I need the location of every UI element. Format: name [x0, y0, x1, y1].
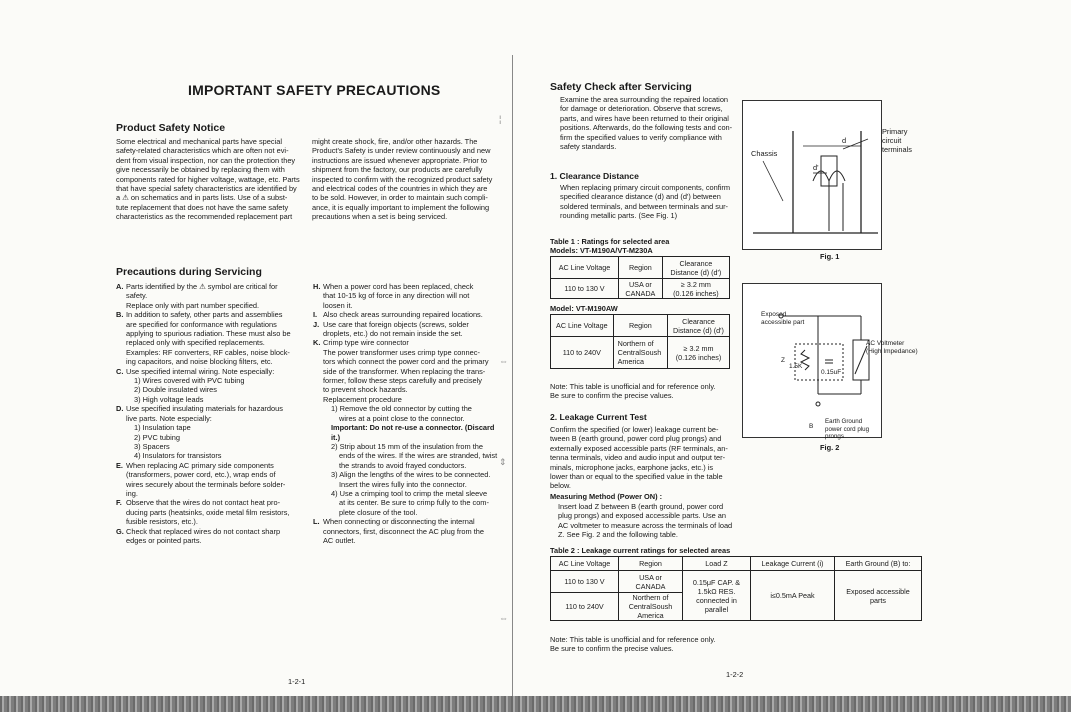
note-line: Be sure to confirm the precise values. [550, 644, 674, 654]
servicing-heading: Precautions during Servicing [116, 266, 262, 278]
figure-2 [742, 283, 882, 438]
list-text: When replacing AC primary side components [126, 460, 274, 470]
clearance-text [560, 183, 740, 221]
list-line [313, 461, 503, 470]
cell-earth: Exposed accessible parts [835, 571, 922, 621]
text-line: rounding metallic parts. (See Fig. 1) [560, 211, 678, 221]
list-text: 2) PVC tubing [134, 432, 181, 442]
list-text: ducing parts (heatsinks, oxide metal film resistors, [126, 507, 290, 517]
list-text: Use care that foreign objects (screws, solder [323, 319, 469, 329]
table2 [550, 556, 922, 621]
list-text: Use specified insulating materials for hazardous [126, 404, 283, 414]
list-line [313, 480, 503, 489]
list-marker: I. [313, 310, 318, 320]
list-text: Replacement procedure [323, 394, 402, 404]
list-line [313, 357, 503, 366]
leakage-text [550, 425, 740, 491]
list-line [313, 320, 503, 329]
fig2-label-line: AC Voltmeter [866, 340, 905, 347]
list-text: plete closure of the tool. [339, 507, 418, 517]
cell-load: 0.15μF CAP. & 1.5kΩ RES. connected in parallel [683, 571, 751, 621]
list-line [116, 480, 306, 489]
list-text: 2) Strip about 15 mm of the insulation from the [331, 441, 483, 451]
text-line: give necessarily be obtained by replacing them with [116, 165, 285, 175]
text-line: Product's Safety is under review continuously and new [312, 146, 491, 156]
fig1-diagram [743, 101, 883, 251]
cell-region: Northern of CentralSoush America [619, 593, 683, 621]
cell-region: USA or CANADA [618, 279, 662, 299]
text-line: externally exposed accessible parts (RF terminals, an- [550, 443, 728, 453]
cell-clearance: ≥ 3.2 mm (0.126 inches) [668, 337, 730, 369]
list-marker: E. [116, 460, 123, 470]
fig2-label-line: (High Impedance) [866, 348, 918, 355]
fig2-z-label: Z [781, 357, 785, 364]
list-line [116, 291, 306, 300]
list-line [116, 348, 306, 357]
list-line [116, 517, 306, 526]
list-text: The power transformer uses crimp type connec- [323, 347, 480, 357]
fig2-label-line: Earth Ground [825, 418, 863, 425]
list-text: connectors, first, disconnect the AC plug from the [323, 526, 485, 536]
list-text: at its center. Be sure to crimp fully to the com- [339, 498, 489, 508]
note-line: Note: This table is unofficial and for reference only. [550, 635, 716, 644]
text-line: Confirm the specified (or lower) leakage current be- [550, 425, 719, 434]
list-line [116, 489, 306, 498]
text-line: instructions are issued whenever appropriate. Prior to [312, 155, 488, 165]
list-text: Insert the wires fully into the connector. [339, 479, 467, 489]
safety-check-intro [560, 95, 740, 151]
text-line: and electrical codes of the countries in which they are [312, 184, 488, 194]
list-text: 4) Insulators for transistors [134, 451, 222, 461]
fig2-label-line: Exposed [761, 311, 787, 318]
page-number-right: 1-2-2 [726, 670, 744, 679]
text-line: to be sold. However, in order to maintain such compli- [312, 193, 488, 203]
list-marker: C. [116, 366, 124, 376]
header-ac-line-voltage: AC Line Voltage [551, 257, 619, 279]
list-marker: B. [116, 310, 124, 320]
header-earth-ground: Earth Ground (B) to: [835, 557, 922, 571]
note-line: Note: This table is unofficial and for reference only. [550, 382, 716, 391]
list-marker: D. [116, 404, 124, 414]
fig1-label-line: circuit [882, 136, 902, 145]
binding-mark: ⇔ [499, 356, 508, 366]
list-line [313, 291, 503, 300]
text-line: for damage or deterioration. Observe that screws, [560, 104, 723, 114]
list-text: Observe that the wires do not contact heat pro- [126, 498, 281, 508]
text-line: Examine the area surrounding the repaired location [560, 95, 729, 104]
list-text: 1) Wires covered with PVC tubing [134, 376, 245, 386]
text-line: a ⚠ on schematics and in parts lists. Use of a subst- [116, 193, 288, 203]
fig1-dprime-label: d' [813, 163, 819, 172]
list-text: live parts. Note especially: [126, 413, 212, 423]
table1-caption: Table 1 : Ratings for selected area [550, 237, 670, 246]
fig2-r-label: 1.5K [789, 363, 803, 370]
list-marker: F. [116, 498, 122, 508]
list-text: wires securely about the terminals before solder- [126, 479, 286, 489]
list-text: Also check areas surrounding repaired locations. [323, 310, 483, 320]
list-line [116, 423, 306, 432]
text-line: lower than or equal to the specified value in the table [550, 472, 723, 482]
text-line: might create shock, fire, and/or other hazards. The [312, 137, 478, 146]
cell-leakage: i≤0.5mA Peak [751, 571, 835, 621]
list-line [116, 338, 306, 347]
fig2-diagram [743, 284, 883, 439]
product-safety-heading: Product Safety Notice [116, 122, 226, 134]
list-line [116, 376, 306, 385]
header-ac-line-voltage: AC Line Voltage [551, 315, 614, 337]
text-line: firm the specified values to verify compliance with [560, 132, 722, 142]
list-text: wires at a point close to the connector. [339, 413, 465, 423]
table1-model2: Model: VT-M190AW [550, 304, 618, 313]
list-line [313, 470, 503, 479]
figure-1 [742, 100, 882, 250]
list-text: Parts identified by the ⚠ symbol are critical for [126, 282, 278, 291]
list-line [116, 404, 306, 413]
header-ac-line-voltage: AC Line Voltage [551, 557, 619, 571]
list-text: AC outlet. [323, 535, 356, 545]
list-line [116, 310, 306, 319]
text-line: minals, microphone jacks, earphone jacks, etc.) is [550, 462, 714, 472]
fig1-label-line: terminals [882, 145, 912, 154]
list-line [116, 282, 306, 291]
list-line [116, 414, 306, 423]
list-text: 3) High voltage leads [134, 394, 204, 404]
list-text: When a power cord has been replaced, check [323, 282, 474, 291]
list-line [313, 385, 503, 394]
list-line [313, 376, 503, 385]
cell-region: Northern of CentralSoush America [613, 337, 667, 369]
list-line [116, 395, 306, 404]
list-text: ing capacitors, and noise blocking filters, etc. [126, 357, 273, 367]
fig1-label-line: Primary [882, 127, 908, 136]
measuring-method-heading: Measuring Method (Power ON) : [550, 492, 663, 501]
leakage-heading: 2. Leakage Current Test [550, 412, 647, 422]
header-load-z: Load Z [683, 557, 751, 571]
header-region: Region [618, 257, 662, 279]
list-line [116, 498, 306, 507]
list-text: Replace only with part number specified. [126, 300, 260, 310]
list-text: ing. [126, 488, 138, 498]
text-line: tween B (earth ground, power cord plug prongs) and [550, 434, 722, 444]
list-line [116, 357, 306, 366]
text-line: inspected to confirm with the recognized product safety [312, 174, 493, 184]
servicing-col2 [313, 282, 503, 545]
list-text: side of the transformer. When replacing the trans- [323, 366, 486, 376]
table1-part2 [550, 314, 730, 369]
list-text: (transformers, power cord, etc.), wrap ends of [126, 470, 276, 480]
list-line [116, 320, 306, 329]
table2-caption: Table 2 : Leakage current ratings for selected areas [550, 546, 731, 555]
list-text: 1) Remove the old connector by cutting the [331, 404, 472, 414]
cell-voltage: 110 to 130 V [551, 571, 619, 593]
fig2-caption: Fig. 2 [820, 443, 840, 452]
text-line: below. [550, 481, 571, 491]
list-text: are specified for conformance with regulations [126, 319, 277, 329]
list-text: applying to spurious radiation. These must also be [126, 329, 291, 339]
list-text: Check that replaced wires do not contact sharp [126, 526, 281, 536]
list-text: 2) Double insulated wires [134, 385, 217, 395]
text-line: Insert load Z between B (earth ground, power cord [558, 502, 724, 511]
list-line [313, 414, 503, 423]
list-text: 3) Align the lengths of the wires to be connected. [331, 470, 491, 480]
list-line [313, 489, 503, 498]
list-text: In addition to safety, other parts and assemblies [126, 310, 283, 320]
list-line [313, 423, 503, 442]
list-marker: A. [116, 282, 124, 291]
list-text: droplets, etc.) do not remain inside the set. [323, 329, 463, 339]
list-line [116, 433, 306, 442]
safety-check-heading: Safety Check after Servicing [550, 81, 692, 93]
list-text: Crimp type wire connector [323, 338, 409, 348]
header-leakage-current: Leakage Current (i) [751, 557, 835, 571]
note-line: Be sure to confirm the precise values. [550, 391, 674, 401]
list-text: Important: Do not re-use a connector. (Discard it.) [331, 423, 495, 442]
list-line [313, 517, 503, 526]
text-line: precautions when a set is being serviced. [312, 212, 448, 222]
list-line [313, 282, 503, 291]
fig2-c-label: 0.15uF [821, 369, 842, 376]
text-line: shipment from the factory, our products are carefully [312, 165, 483, 175]
cell-voltage: 110 to 240V [551, 337, 614, 369]
list-line [313, 329, 503, 338]
list-line [313, 508, 503, 517]
list-marker: L. [313, 517, 320, 527]
list-line [116, 508, 306, 517]
fig1-primary-label [882, 127, 912, 154]
list-text: Use specified internal wiring. Note especially: [126, 366, 275, 376]
text-line: safety-related characteristics which are often not evi- [116, 146, 289, 156]
header-clearance: Clearance Distance (d) (d') [662, 257, 729, 279]
list-text: replaced only with specified replacements. [126, 338, 265, 348]
cell-region: USA or CANADA [619, 571, 683, 593]
text-line: tute replacement that does not have the same safety [116, 202, 289, 212]
list-line [313, 498, 503, 507]
list-text: edges or pointed parts. [126, 535, 202, 545]
list-text: former, follow these steps carefully and precisely [323, 376, 482, 386]
header-region: Region [613, 315, 667, 337]
list-text: Examples: RF converters, RF cables, noise block- [126, 347, 290, 357]
text-line: soldered terminals, and between terminals and sur- [560, 201, 729, 211]
fig2-earth-label [825, 418, 881, 441]
text-line: When replacing primary circuit components, confirm [560, 183, 731, 192]
list-text: When connecting or disconnecting the internal [323, 517, 475, 527]
list-marker: J. [313, 319, 320, 329]
list-text: 3) Spacers [134, 441, 170, 451]
product-safety-col1 [116, 137, 302, 222]
binding-mark: ⇔ [499, 613, 508, 623]
page-title-left: IMPORTANT SAFETY PRECAUTIONS [188, 82, 441, 98]
list-text: the strands to avoid frayed conductors. [339, 460, 467, 470]
page-number-left: 1-2-1 [288, 677, 306, 686]
text-line: that have special safety characteristics are identified by [116, 184, 297, 194]
fig1-chassis-label: Chassis [751, 149, 778, 158]
list-marker: H. [313, 282, 321, 291]
text-line: tenna terminals, video and audio input and output ter- [550, 453, 726, 463]
list-line [313, 338, 503, 347]
list-line [116, 385, 306, 394]
text-line: Some electrical and mechanical parts have special [116, 137, 282, 146]
fig2-exposed-label [761, 311, 804, 327]
product-safety-col2 [312, 137, 502, 222]
text-line: components rated for higher voltage, wattage, etc. Parts [116, 174, 300, 184]
list-text: fusible resistors, etc.). [126, 517, 198, 527]
measuring-method-text [558, 502, 743, 540]
list-text: to prevent shock hazards. [323, 385, 408, 395]
cell-clearance: ≥ 3.2 mm (0.126 inches) [662, 279, 729, 299]
list-line [116, 442, 306, 451]
list-text: safety. [126, 291, 148, 301]
text-line: dent from visual inspection, nor can the protection they [116, 155, 296, 165]
header-region: Region [619, 557, 683, 571]
list-text: 4) Use a crimping tool to crimp the metal sleeve [331, 488, 488, 498]
list-line [116, 329, 306, 338]
table1-part1 [550, 256, 730, 299]
note1 [550, 382, 716, 401]
list-line [313, 367, 503, 376]
fig2-voltmeter-label [866, 340, 918, 356]
list-marker: K. [313, 338, 321, 348]
fig1-caption: Fig. 1 [820, 252, 840, 261]
text-line: characteristics as the recommended replacement part [116, 212, 293, 222]
book-spine [512, 55, 513, 700]
list-line [313, 451, 503, 460]
list-line [116, 536, 306, 545]
list-line [116, 461, 306, 470]
table1-model1: Models: VT-M190A/VT-M230A [550, 246, 653, 255]
list-line [313, 536, 503, 545]
text-line: plug prongs) and exposed accessible parts. Use an [558, 511, 727, 521]
list-line [116, 301, 306, 310]
list-line [116, 367, 306, 376]
text-line: AC voltmeter to measure across the terminals of load [558, 520, 733, 530]
list-line [313, 404, 503, 413]
text-line: safety standards. [560, 142, 617, 152]
text-line: specified clearance distance (d) and (d') between [560, 192, 721, 202]
list-line [313, 301, 503, 310]
text-line: positions. Afterwards, do the following tests and con- [560, 123, 733, 133]
text-line: Z. See Fig. 2 and the following table. [558, 530, 678, 540]
list-line [313, 527, 503, 536]
list-text: tors which connect the power cord and the primary [323, 357, 489, 367]
list-line [116, 527, 306, 536]
fig2-label-line: power cord plug prongs [825, 425, 870, 440]
list-text: 1) Insulation tape [134, 423, 191, 433]
list-line [313, 348, 503, 357]
binding-mark: ⇕ [499, 457, 507, 467]
fig1-d-label: d [842, 136, 847, 145]
text-line: ance, it is equally important to implement the following [312, 202, 490, 212]
list-line [116, 451, 306, 460]
list-line [116, 470, 306, 479]
scan-edge [0, 696, 1071, 712]
fig2-b-label: B [809, 423, 814, 430]
list-text: loosen it. [323, 300, 353, 310]
servicing-col1 [116, 282, 306, 545]
list-line [313, 395, 503, 404]
list-marker: G. [116, 526, 124, 536]
header-clearance: Clearance Distance (d) (d') [668, 315, 730, 337]
fig2-label-line: accessible part [761, 319, 805, 326]
note2 [550, 635, 716, 654]
list-line [313, 442, 503, 451]
list-text: ends of the wires. If the wires are stranded, twist [339, 451, 498, 461]
cell-voltage: 110 to 130 V [551, 279, 619, 299]
text-line: parts, and wires have been returned to their original [560, 113, 729, 123]
binding-mark: ¦ [499, 114, 502, 124]
list-line [313, 310, 503, 319]
clearance-heading: 1. Clearance Distance [550, 171, 639, 181]
cell-voltage: 110 to 240V [551, 593, 619, 621]
list-text: that 10-15 kg of force in any direction will not [323, 291, 470, 301]
